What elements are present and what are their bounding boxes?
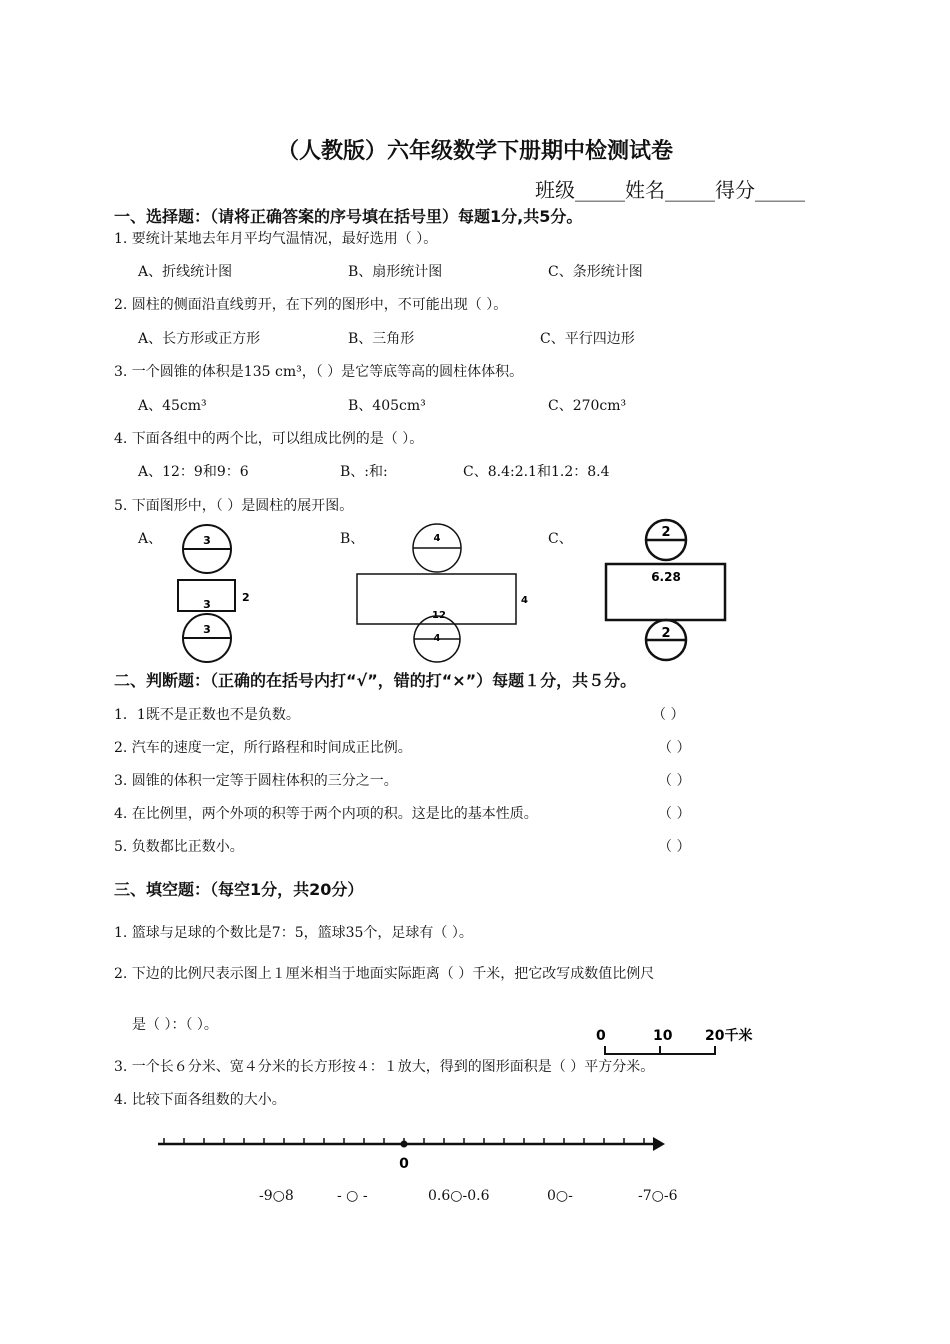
scale-label-0: 0 <box>596 1028 606 1044</box>
compare-item-2: - ○ - <box>337 1188 368 1204</box>
compare-item-4: 0○- <box>547 1188 573 1204</box>
fig-a-side-label: 2 <box>242 591 250 604</box>
s3-question-1: 1. 篮球与足球的个数比是7：5，篮球35个，足球有（ ）。 <box>114 925 473 941</box>
s1-q4-option-c: C、8.4:2.1和1.2：8.4 <box>463 464 610 480</box>
s1-q3-option-a: A、45cm³ <box>138 398 207 414</box>
s1-q3-option-b: B、405cm³ <box>348 398 426 414</box>
s2-statement-2: 2. 汽车的速度一定，所行路程和时间成正比例。 <box>114 740 412 756</box>
s2-statement-1: 1．1既不是正数也不是负数。 <box>114 707 300 723</box>
fig-a-bottom-label: 3 <box>203 623 211 636</box>
number-line-zero-label: 0 <box>399 1156 409 1172</box>
compare-item-1: -9○8 <box>259 1188 294 1204</box>
s2-answer-paren-4[interactable]: （ ） <box>658 806 691 822</box>
s1-q4-option-a: A、12：9和9：6 <box>138 464 249 480</box>
s1-q5-option-a: A、 <box>138 531 163 547</box>
s1-q5-option-b: B、 <box>340 531 365 547</box>
fig-c-top-label: 2 <box>661 525 671 540</box>
s2-answer-paren-2[interactable]: （ ） <box>658 740 691 756</box>
s1-q2-option-a: A、长方形或正方形 <box>138 331 261 347</box>
s3-question-2-line2: 是（ ）：（ ）。 <box>132 1017 218 1033</box>
cylinder-net-figure-c <box>600 518 732 668</box>
page-title: （人教版）六年级数学下册期中检测试卷 <box>276 139 673 164</box>
s1-q2-option-b: B、三角形 <box>348 331 415 347</box>
s2-statement-3: 3. 圆锥的体积一定等于圆柱体积的三分之一。 <box>114 773 398 789</box>
s2-statement-4: 4. 在比例里，两个外项的积等于两个内项的积。这是比的基本性质。 <box>114 806 538 822</box>
fig-a-mid-label: 3 <box>203 598 211 611</box>
section1-heading: 一、选择题：（请将正确答案的序号填在括号里）每题1分,共5分。 <box>114 207 583 226</box>
s1-question-4: 4. 下面各组中的两个比，可以组成比例的是（ ）。 <box>114 431 424 447</box>
section2-heading: 二、判断题：（正确的在括号内打“√”，错的打“×”）每题１分，共５分。 <box>114 671 637 690</box>
fig-a-top-label: 3 <box>203 534 211 547</box>
s1-q5-option-c: C、 <box>548 531 573 547</box>
compare-item-5: -7○-6 <box>638 1188 678 1204</box>
student-info-line: 班级_____姓名_____得分_____ <box>535 178 805 202</box>
compare-item-3: 0.6○-0.6 <box>428 1188 490 1204</box>
s1-question-2: 2. 圆柱的侧面沿直线剪开，在下列的图形中，不可能出现（ ）。 <box>114 297 508 313</box>
scale-label-20km: 20千米 <box>705 1028 753 1044</box>
s3-question-3: 3. 一个长６分米、宽４分米的长方形按４：１放大，得到的图形面积是（ ）平方分米。 <box>114 1059 655 1075</box>
s2-statement-5: 5. 负数都比正数小。 <box>114 839 244 855</box>
s2-answer-paren-3[interactable]: （ ） <box>658 773 691 789</box>
s1-question-3: 3. 一个圆锥的体积是135 cm³，（ ）是它等底等高的圆柱体体积。 <box>114 364 524 380</box>
s1-question-1: 1. 要统计某地去年月平均气温情况，最好选用（ ）。 <box>114 231 438 247</box>
fig-b-bottom-label: 4 <box>433 633 441 644</box>
s1-q2-option-c: C、平行四边形 <box>540 331 635 347</box>
fig-c-bottom-label: 2 <box>661 626 671 641</box>
cylinder-net-figure-b <box>350 520 535 664</box>
s3-question-2-line1: 2. 下边的比例尺表示图上１厘米相当于地面实际距离（ ）千米，把它改写成数值比例尺 <box>114 966 655 982</box>
s2-answer-paren-5[interactable]: （ ） <box>658 839 691 855</box>
s1-q4-option-b: B、:和: <box>340 464 388 480</box>
cylinder-net-figure-a <box>170 522 260 666</box>
fig-c-mid-label: 6.28 <box>651 570 681 584</box>
number-line-diagram <box>150 1130 680 1175</box>
s2-answer-paren-1[interactable]: （ ） <box>652 707 685 723</box>
s3-question-4: 4. 比较下面各组数的大小。 <box>114 1092 286 1108</box>
s1-q1-option-c: C、条形统计图 <box>548 264 643 280</box>
section3-heading: 三、填空题：（每空1分，共20分） <box>114 880 364 899</box>
fig-b-side-label: 4 <box>521 595 528 606</box>
s1-q1-option-b: B、扇形统计图 <box>348 264 443 280</box>
s1-q3-option-c: C、270cm³ <box>548 398 627 414</box>
s1-question-5: 5. 下面图形中，（ ）是圆柱的展开图。 <box>114 498 354 514</box>
fig-b-top-label: 4 <box>433 533 441 544</box>
fig-b-mid-label: 12 <box>432 610 446 621</box>
s1-q1-option-a: A、折线统计图 <box>138 264 233 280</box>
scale-label-10: 10 <box>653 1028 673 1044</box>
